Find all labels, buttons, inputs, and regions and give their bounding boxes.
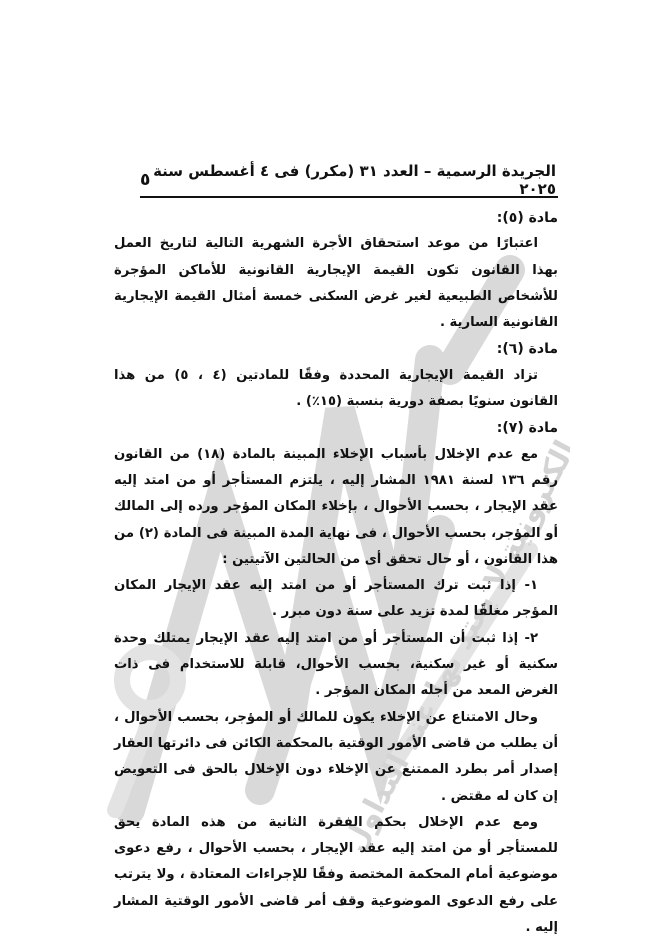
article-7-paragraph-3: ٢- إذا ثبت أن المستأجر أو من امتد إليه عقد الإيجار يمتلك وحدة سكنية أو غير سكنية، بحسب الأحوال، قابلة للاستخدام فى ذات الغرض المعد من أجله المكان المؤجر . [114,630,558,699]
article-6-heading: مادة (٦): [496,341,558,358]
article-5-paragraph-1: اعتبارًا من موعد استحقاق الأجرة الشهرية التالية لتاريخ العمل بهذا القانون تكون القيمة الإيجارية القانونية للأماكن المؤجرة للأشخاص الطبيعية لغير غرض السكنى خمسة أمثال القيمة الإيجارية القانونية السارية . [114,236,558,331]
article-7-paragraph-5: ومع عدم الإخلال بحكم الفقرة الثانية من هذه المادة يحق للمستأجر أو من امتد إليه عقد الإيجار ، بحسب الأحوال ، رفع دعوى موضوعية أمام المحكمة المختصة وفقًا للإجراءات المعتادة ، ولا يترتب على رفع الدعوى الموضوعية وقف أمر قاضى الأمور الوقتية المشار إليه . [114,814,558,936]
article-7-heading: مادة (٧): [496,420,558,437]
watermark-text: صورة إلكترونية لا يعتد بها عند التداول [336,352,570,850]
article-5 [114,205,558,336]
article-7-paragraph-2: ١- إذا ثبت ترك المستأجر أو من امتد إليه عقد الإيجار المكان المؤجر مغلقًا لمدة تزيد على سنة دون مبرر . [114,578,558,620]
header-title: الجريدة الرسمية – العدد ٣١ (مكرر) فى ٤ أغسطس سنة ٢٠٢٥ [153,162,556,198]
article-5-heading: مادة (٥): [496,210,558,226]
article-6-paragraph-1: تزاد القيمة الإيجارية المحددة وفقًا للمادتين (٤ ، ٥) من هذا القانون سنويًا بصفة دورية بنسبة (١٥٪) . [114,367,558,410]
page-number: ٥ [140,170,151,190]
article-7-paragraph-1: مع عدم الإخلال بأسباب الإخلاء المبينة بالمادة (١٨) من القانون رقم ١٣٦ لسنة ١٩٨١ المشار إليه ، يلتزم المستأجر أو من امتد إليه عقد الإيجار ، بحسب الأحوال ، بإخلاء المكان المؤجر ورده إلى المالك أو المؤجر، بحسب الأحوال ، فى نهاية المدة المبينة فى المادة (٢) من هذا القانون ، أو حال تحقق أى من الحالتين الآتيتين : [114,446,558,567]
page-header [140,162,556,198]
article-7-paragraph-4: وحال الامتناع عن الإخلاء يكون للمالك أو المؤجر، بحسب الأحوال ، أن يطلب من قاضى الأمور الوقتية بالمحكمة الكائن فى دائرتها العقار إصدار أمر بطرد الممتنع عن الإخلاء دون الإخلال بالحق فى التعويض إن كان له مقتض . [114,709,558,804]
article-7 [114,415,558,941]
header-rule [140,196,558,198]
page-content [114,205,558,941]
article-6 [114,336,558,415]
